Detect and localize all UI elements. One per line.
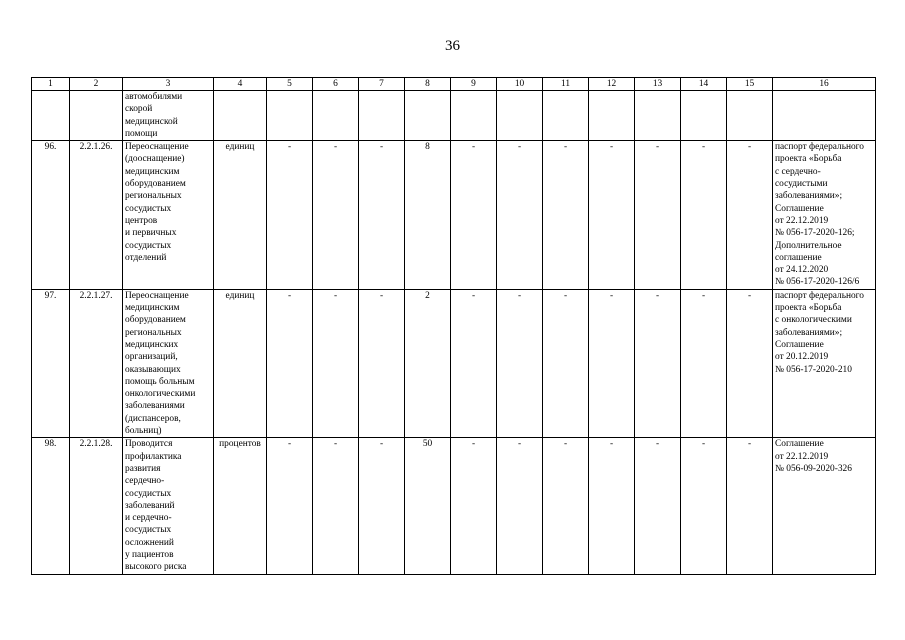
value-cell: - [359,289,405,438]
row-code [70,91,123,141]
value-cell: - [681,289,727,438]
measure-name: автомобилями скорой медицинской помощи [123,91,214,141]
source-document: паспорт федерального проекта «Борьба с онкологическими заболеваниями»; Соглашение от 20.12.2019 № 056-17-2020-210 [773,289,876,438]
column-header: 12 [589,78,635,91]
value-cell: - [589,289,635,438]
value-cell: - [451,289,497,438]
row-number: 97. [32,289,70,438]
value-cell [359,91,405,141]
column-header: 9 [451,78,497,91]
column-header: 10 [497,78,543,91]
source-document [773,91,876,141]
value-cell: - [313,141,359,290]
column-header: 16 [773,78,876,91]
value-cell [405,91,451,141]
source-document: Соглашение от 22.12.2019 № 056-09-2020-326 [773,438,876,574]
column-header: 8 [405,78,451,91]
value-cell: - [543,438,589,574]
row-number: 96. [32,141,70,290]
value-cell [635,91,681,141]
value-cell [451,91,497,141]
row-code: 2.2.1.26. [70,141,123,290]
value-cell: - [451,438,497,574]
value-cell: - [681,141,727,290]
column-header: 1 [32,78,70,91]
column-header: 3 [123,78,214,91]
unit: единиц [214,141,267,290]
row-number [32,91,70,141]
table-row [32,141,876,290]
table-row [32,289,876,438]
column-header: 7 [359,78,405,91]
value-cell: - [727,141,773,290]
value-cell [727,91,773,141]
value-cell: - [635,141,681,290]
value-cell: - [727,289,773,438]
value-cell: - [267,289,313,438]
value-cell [543,91,589,141]
column-header: 5 [267,78,313,91]
value-cell: - [727,438,773,574]
value-cell: - [451,141,497,290]
column-number-row [32,78,876,91]
row-code: 2.2.1.27. [70,289,123,438]
value-cell: - [589,438,635,574]
column-header: 4 [214,78,267,91]
value-cell: - [681,438,727,574]
value-cell [589,91,635,141]
value-cell [267,91,313,141]
plan-table [31,77,876,575]
column-header: 2 [70,78,123,91]
value-cell: 2 [405,289,451,438]
column-header: 13 [635,78,681,91]
unit [214,91,267,141]
value-cell [497,91,543,141]
value-cell: - [267,438,313,574]
unit: единиц [214,289,267,438]
value-cell: - [313,438,359,574]
value-cell: 8 [405,141,451,290]
measure-name: Переоснащение медицинским оборудованием региональных медицинских организаций, оказывающих помощь больным онкологическими заболеваниями (диспансеров, больниц) [123,289,214,438]
value-cell: 50 [405,438,451,574]
value-cell: - [497,438,543,574]
value-cell [681,91,727,141]
column-header: 6 [313,78,359,91]
value-cell: - [543,289,589,438]
measure-name: Переоснащение (дооснащение) медицинским оборудованием региональных сосудистых центров и первичных сосудистых отделений [123,141,214,290]
source-document: паспорт федерального проекта «Борьба с сердечно- сосудистыми заболеваниями»; Соглашение от 22.12.2019 № 056-17-2020-126; Дополнительное соглашение от 24.12.2020 № 056-17-2020-126/6 [773,141,876,290]
value-cell [313,91,359,141]
measure-name: Проводится профилактика развития сердечно- сосудистых заболеваний и сердечно- сосудистых осложнений у пациентов высокого риска [123,438,214,574]
table-row [32,438,876,574]
value-cell: - [635,438,681,574]
value-cell: - [589,141,635,290]
row-number: 98. [32,438,70,574]
value-cell: - [359,141,405,290]
page-number: 36 [445,38,460,54]
value-cell: - [543,141,589,290]
value-cell: - [497,289,543,438]
value-cell: - [635,289,681,438]
row-code: 2.2.1.28. [70,438,123,574]
column-header: 14 [681,78,727,91]
value-cell: - [497,141,543,290]
table-row [32,91,876,141]
value-cell: - [267,141,313,290]
unit: процентов [214,438,267,574]
column-header: 15 [727,78,773,91]
value-cell: - [359,438,405,574]
value-cell: - [313,289,359,438]
column-header: 11 [543,78,589,91]
